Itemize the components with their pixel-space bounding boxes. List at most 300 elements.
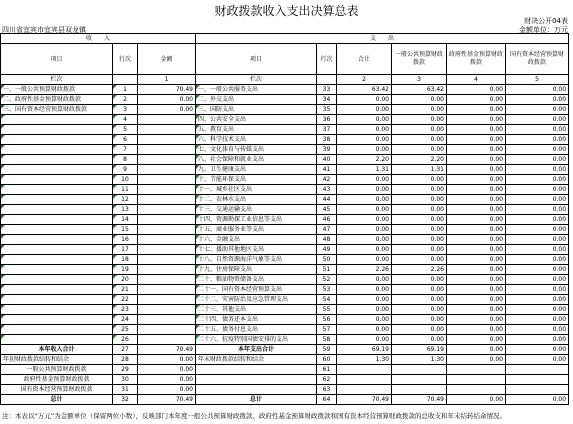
income-amount: 0.00 [138, 95, 196, 105]
header-row [1, 44, 569, 75]
income-row-no: 1 [113, 85, 138, 95]
income-item [1, 195, 113, 205]
expense-item: 二十五、债务付息支出 [196, 325, 317, 335]
expense-fund: 0.00 [447, 175, 506, 185]
expense-total: 0.00 [337, 285, 392, 295]
income-amount-header: 金额 [138, 44, 196, 75]
income-item [1, 165, 113, 175]
expense-general: 0.00 [392, 185, 447, 195]
expense-fund [447, 385, 506, 395]
expense-general: 0.00 [392, 105, 447, 115]
income-row-no: 17 [113, 245, 138, 255]
header-group-row [1, 34, 569, 44]
expense-fund [447, 375, 506, 385]
expense-total: 0.00 [337, 185, 392, 195]
expense-fund: 0.00 [447, 235, 506, 245]
table-row [1, 95, 569, 105]
income-amount [138, 165, 196, 175]
budget-table [0, 33, 569, 405]
expense-general [392, 365, 447, 375]
index-col5: 5 [506, 75, 569, 85]
income-amount [138, 235, 196, 245]
expense-fund: 0.00 [447, 155, 506, 165]
expense-fund: 0.00 [447, 275, 506, 285]
expense-general: 0.00 [392, 245, 447, 255]
income-row-no: 3 [113, 105, 138, 115]
expense-state: 0.00 [506, 345, 569, 355]
income-row-no: 30 [113, 375, 138, 385]
expense-general: 0.00 [392, 335, 447, 345]
income-row-no: 26 [113, 335, 138, 345]
table-row [1, 205, 569, 215]
income-row-no: 29 [113, 365, 138, 375]
expense-row-no: 39 [317, 145, 337, 155]
income-item [1, 145, 113, 155]
summary-row [1, 375, 569, 385]
expense-state: 0.00 [506, 125, 569, 135]
expense-state: 0.00 [506, 175, 569, 185]
income-amount: 70.49 [138, 85, 196, 95]
expense-item: 二、外交支出 [196, 95, 317, 105]
expense-row-no: 51 [317, 265, 337, 275]
expense-general: 0.00 [392, 305, 447, 315]
income-amount [138, 305, 196, 315]
income-amount [138, 275, 196, 285]
income-amount [138, 185, 196, 195]
expense-row-no: 61 [317, 365, 337, 375]
expense-state: 0.00 [506, 275, 569, 285]
income-amount [138, 325, 196, 335]
expense-item: 二十、粮油物资储备支出 [196, 275, 317, 285]
expense-row-no: 45 [317, 205, 337, 215]
income-rowno-header: 行次 [113, 44, 138, 75]
expense-rowno-header: 行次 [317, 44, 337, 75]
expense-fund: 0.00 [447, 115, 506, 125]
expense-general: 0.00 [392, 125, 447, 135]
index-col2: 2 [337, 75, 392, 85]
income-amount [138, 225, 196, 235]
expense-fund: 0.00 [447, 125, 506, 135]
income-row-no: 2 [113, 95, 138, 105]
table-row [1, 125, 569, 135]
income-row-no: 27 [113, 345, 138, 355]
income-item [1, 205, 113, 215]
expense-row-no: 44 [317, 195, 337, 205]
expense-total: 70.49 [337, 395, 392, 405]
income-amount [138, 265, 196, 275]
income-item [1, 295, 113, 305]
unit-name: 四川省宜宾市宜宾县双龙镇 [2, 26, 86, 34]
index-col1: 1 [138, 75, 196, 85]
expense-row-no: 52 [317, 275, 337, 285]
expense-fund: 0.00 [447, 225, 506, 235]
expense-general: 0.00 [392, 315, 447, 325]
expense-row-no: 36 [317, 115, 337, 125]
expense-fund: 0.00 [447, 335, 506, 345]
expense-row-no: 63 [317, 385, 337, 395]
expense-state: 0.00 [506, 265, 569, 275]
expense-item: 五、教育支出 [196, 125, 317, 135]
expense-item [196, 365, 317, 375]
expense-row-no: 35 [317, 105, 337, 115]
expense-fund: 0.00 [447, 95, 506, 105]
expense-total: 0.00 [337, 315, 392, 325]
expense-fund: 0.00 [447, 305, 506, 315]
expense-state: 0.00 [506, 105, 569, 115]
expense-row-no: 54 [317, 295, 337, 305]
expense-item: 二十二、灾害防治及应急管理支出 [196, 295, 317, 305]
total-header: 合计 [337, 44, 392, 75]
expense-item: 二十三、其他支出 [196, 305, 317, 315]
table-row [1, 195, 569, 205]
expense-fund: 0.00 [447, 205, 506, 215]
table-row [1, 255, 569, 265]
income-row-no: 13 [113, 205, 138, 215]
expense-item: 九、卫生健康支出 [196, 165, 317, 175]
table-row [1, 275, 569, 285]
expense-row-no: 38 [317, 135, 337, 145]
expense-item [196, 375, 317, 385]
expense-row-no: 53 [317, 285, 337, 295]
expense-item: 二十四、债务还本支出 [196, 315, 317, 325]
expense-row-no: 55 [317, 305, 337, 315]
expense-general: 0.00 [392, 325, 447, 335]
income-amount [138, 215, 196, 225]
expense-fund: 0.00 [447, 315, 506, 325]
income-row-no: 9 [113, 165, 138, 175]
income-amount [138, 115, 196, 125]
expense-row-no: 58 [317, 335, 337, 345]
income-row-no: 21 [113, 285, 138, 295]
expense-fund: 0.00 [447, 395, 506, 405]
expense-item: 总计 [196, 395, 317, 405]
expense-total: 0.00 [337, 125, 392, 135]
income-amount [138, 245, 196, 255]
expense-item: 七、文化体育与传媒支出 [196, 145, 317, 155]
income-row-no: 14 [113, 215, 138, 225]
income-amount [138, 205, 196, 215]
expense-total: 0.00 [337, 105, 392, 115]
expense-state: 0.00 [506, 145, 569, 155]
expense-state: 0.00 [506, 295, 569, 305]
expense-state: 0.00 [506, 395, 569, 405]
expense-total: 0.00 [337, 195, 392, 205]
expense-total: 0.00 [337, 135, 392, 145]
expense-state: 0.00 [506, 255, 569, 265]
expense-state: 0.00 [506, 205, 569, 215]
expense-row-no: 43 [317, 185, 337, 195]
general-budget-header: 一般公共预算财政拨款 [392, 44, 447, 75]
income-amount: 0.00 [138, 365, 196, 375]
income-row-no: 19 [113, 265, 138, 275]
expense-item: 二十一、国有资本经营预算支出 [196, 285, 317, 295]
expense-row-no: 64 [317, 395, 337, 405]
income-row-no: 8 [113, 155, 138, 165]
expense-state: 0.00 [506, 215, 569, 225]
expense-state: 0.00 [506, 335, 569, 345]
income-item [1, 135, 113, 145]
index-label-right: 栏次 [196, 75, 317, 85]
expense-row-no: 47 [317, 225, 337, 235]
income-item [1, 315, 113, 325]
income-row-no: 5 [113, 125, 138, 135]
expense-total: 63.42 [337, 85, 392, 95]
expense-fund: 0.00 [447, 185, 506, 195]
expense-item: 十七、援助其他地区支出 [196, 245, 317, 255]
income-item: 一、一般公共预算财政拨款 [1, 85, 113, 95]
income-amount [138, 315, 196, 325]
expense-general: 0.00 [392, 135, 447, 145]
expense-general: 0.00 [392, 215, 447, 225]
income-row-no: 16 [113, 235, 138, 245]
expense-fund: 0.00 [447, 325, 506, 335]
expense-general: 0.00 [392, 285, 447, 295]
carryin-label: 年初财政拨款结转和结余 [1, 355, 113, 365]
expense-general: 2.26 [392, 265, 447, 275]
income-item [1, 275, 113, 285]
expense-row-no: 41 [317, 165, 337, 175]
expense-row-no: 62 [317, 375, 337, 385]
table-row [1, 295, 569, 305]
expense-general [392, 375, 447, 385]
expense-state: 0.00 [506, 115, 569, 125]
expense-general: 0.00 [392, 255, 447, 265]
expense-total: 2.26 [337, 265, 392, 275]
income-row-no: 32 [113, 395, 138, 405]
expense-total: 0.00 [337, 215, 392, 225]
expense-fund: 0.00 [447, 245, 506, 255]
income-item [1, 175, 113, 185]
expense-total: 1.30 [337, 355, 392, 365]
income-row-no: 7 [113, 145, 138, 155]
income-amount: 0.00 [138, 375, 196, 385]
expense-total: 0.00 [337, 275, 392, 285]
expense-total: 0.00 [337, 175, 392, 185]
expense-state: 0.00 [506, 225, 569, 235]
expense-row-no: 40 [317, 155, 337, 165]
expense-total: 0.00 [337, 95, 392, 105]
index-blank-right [317, 75, 337, 85]
income-row-no: 22 [113, 295, 138, 305]
expense-state: 0.00 [506, 355, 569, 365]
expense-row-no: 37 [317, 125, 337, 135]
table-row [1, 175, 569, 185]
expense-total: 0.00 [337, 225, 392, 235]
grand-total-label: 总计 [1, 395, 113, 405]
income-item [1, 185, 113, 195]
expense-fund: 0.00 [447, 255, 506, 265]
expense-row-no: 42 [317, 175, 337, 185]
expense-fund: 0.00 [447, 165, 506, 175]
expense-general: 0.00 [392, 225, 447, 235]
table-row [1, 335, 569, 345]
income-item [1, 325, 113, 335]
income-amount: 70.49 [138, 345, 196, 355]
expense-general: 69.19 [392, 345, 447, 355]
expense-total: 1.31 [337, 165, 392, 175]
expense-item: 十八、自然资源海洋气象等支出 [196, 255, 317, 265]
income-row-no: 18 [113, 255, 138, 265]
income-amount [138, 135, 196, 145]
expense-total: 0.00 [337, 295, 392, 305]
income-amount: 70.49 [138, 395, 196, 405]
expense-total: 0.00 [337, 115, 392, 125]
income-total-label: 本年收入合计 [1, 345, 113, 355]
income-row-no: 11 [113, 185, 138, 195]
expense-item: 年末财政拨款结转和结余 [196, 355, 317, 365]
footnote: 注：本表以“万元”为金额单位（保留两位小数），反映部门本年度一般公共预算财政拨款、政府性基金预算财政拨款和国有资本经营预算财政拨款的总收支和年末结转结余情况。 [2, 412, 506, 420]
index-label: 栏次 [1, 75, 113, 85]
expense-state: 0.00 [506, 155, 569, 165]
expense-state: 0.00 [506, 235, 569, 245]
expense-general: 0.00 [392, 145, 447, 155]
expense-state [506, 385, 569, 395]
expense-item: 八、社会保障和就业支出 [196, 155, 317, 165]
expense-state: 0.00 [506, 185, 569, 195]
expense-row-no: 46 [317, 215, 337, 225]
expense-general: 70.49 [392, 395, 447, 405]
expense-state: 0.00 [506, 165, 569, 175]
expense-item: 一、一般公共服务支出 [196, 85, 317, 95]
income-row-no: 4 [113, 115, 138, 125]
summary-row [1, 365, 569, 375]
income-row-no: 15 [113, 225, 138, 235]
expense-total: 2.20 [337, 155, 392, 165]
income-item [1, 265, 113, 275]
table-row [1, 135, 569, 145]
income-row-no: 10 [113, 175, 138, 185]
expense-row-no: 56 [317, 315, 337, 325]
expense-state: 0.00 [506, 315, 569, 325]
sub2-label: 政府性基金预算财政拨款 [1, 375, 113, 385]
page-title: 财政拨款收入支出决算总表 [214, 4, 359, 18]
expense-general: 0.00 [392, 175, 447, 185]
income-row-no: 23 [113, 305, 138, 315]
income-item [1, 245, 113, 255]
expense-item: 本年支出合计 [196, 345, 317, 355]
index-col4: 4 [447, 75, 506, 85]
expense-general: 0.00 [392, 205, 447, 215]
income-amount: 0.00 [138, 385, 196, 395]
expense-state [506, 365, 569, 375]
income-amount [138, 335, 196, 345]
expense-state: 0.00 [506, 285, 569, 295]
table-row [1, 245, 569, 255]
expense-state: 0.00 [506, 135, 569, 145]
money-unit: 金额单位：万元 [519, 26, 568, 34]
income-item [1, 225, 113, 235]
income-row-no: 12 [113, 195, 138, 205]
expense-general: 0.00 [392, 95, 447, 105]
summary-row [1, 395, 569, 405]
form-code: 财决公开04表 [524, 17, 568, 25]
expense-general: 63.42 [392, 85, 447, 95]
expense-row-no: 49 [317, 245, 337, 255]
income-row-no: 20 [113, 275, 138, 285]
income-header: 收 入 [1, 34, 196, 44]
expense-item: 十三、交通运输支出 [196, 205, 317, 215]
expense-total: 0.00 [337, 255, 392, 265]
income-item [1, 155, 113, 165]
expense-total: 0.00 [337, 235, 392, 245]
expense-item: 六、科学技术支出 [196, 135, 317, 145]
table-row [1, 235, 569, 245]
table-row [1, 325, 569, 335]
expense-fund: 0.00 [447, 105, 506, 115]
expense-row-no: 50 [317, 255, 337, 265]
income-row-no: 25 [113, 325, 138, 335]
expense-general: 0.00 [392, 195, 447, 205]
income-amount [138, 195, 196, 205]
expense-general: 0.00 [392, 295, 447, 305]
table-row [1, 185, 569, 195]
expense-general [392, 385, 447, 395]
income-amount [138, 255, 196, 265]
expense-fund: 0.00 [447, 295, 506, 305]
table-row [1, 265, 569, 275]
income-item [1, 255, 113, 265]
index-row [1, 75, 569, 85]
summary-row [1, 355, 569, 365]
income-row-no: 24 [113, 315, 138, 325]
expense-general: 0.00 [392, 115, 447, 125]
expense-item [196, 385, 317, 395]
income-row-no: 6 [113, 135, 138, 145]
income-item [1, 235, 113, 245]
income-item [1, 285, 113, 295]
fund-budget-header: 政府性基金预算财政拨款 [447, 44, 506, 75]
income-item [1, 215, 113, 225]
sub1-label: 一般公共预算财政拨款 [1, 365, 113, 375]
expense-header: 支 出 [196, 34, 569, 44]
income-amount [138, 295, 196, 305]
income-amount [138, 175, 196, 185]
table-row [1, 285, 569, 295]
expense-fund [447, 365, 506, 375]
expense-state: 0.00 [506, 305, 569, 315]
table-row [1, 315, 569, 325]
expense-total: 0.00 [337, 245, 392, 255]
expense-row-no: 34 [317, 95, 337, 105]
expense-state: 0.00 [506, 245, 569, 255]
expense-fund: 0.00 [447, 135, 506, 145]
income-amount [138, 145, 196, 155]
income-item [1, 335, 113, 345]
expense-row-no: 57 [317, 325, 337, 335]
expense-state: 0.00 [506, 95, 569, 105]
income-item: 二、政府性基金预算财政拨款 [1, 95, 113, 105]
expense-fund: 0.00 [447, 265, 506, 275]
table-row [1, 215, 569, 225]
expense-item: 十、节能环保支出 [196, 175, 317, 185]
income-amount [138, 285, 196, 295]
table-row [1, 105, 569, 115]
expense-total: 0.00 [337, 205, 392, 215]
income-amount: 0.00 [138, 105, 196, 115]
summary-row [1, 385, 569, 395]
expense-item: 二十六、抗疫特别国债安排的支出 [196, 335, 317, 345]
expense-total: 0.00 [337, 335, 392, 345]
table-row [1, 165, 569, 175]
expense-fund: 0.00 [447, 285, 506, 295]
expense-item-header: 项目 [196, 44, 317, 75]
expense-row-no: 59 [317, 345, 337, 355]
income-amount [138, 125, 196, 135]
income-item [1, 115, 113, 125]
expense-fund: 0.00 [447, 195, 506, 205]
income-row-no: 28 [113, 355, 138, 365]
table-row [1, 115, 569, 125]
